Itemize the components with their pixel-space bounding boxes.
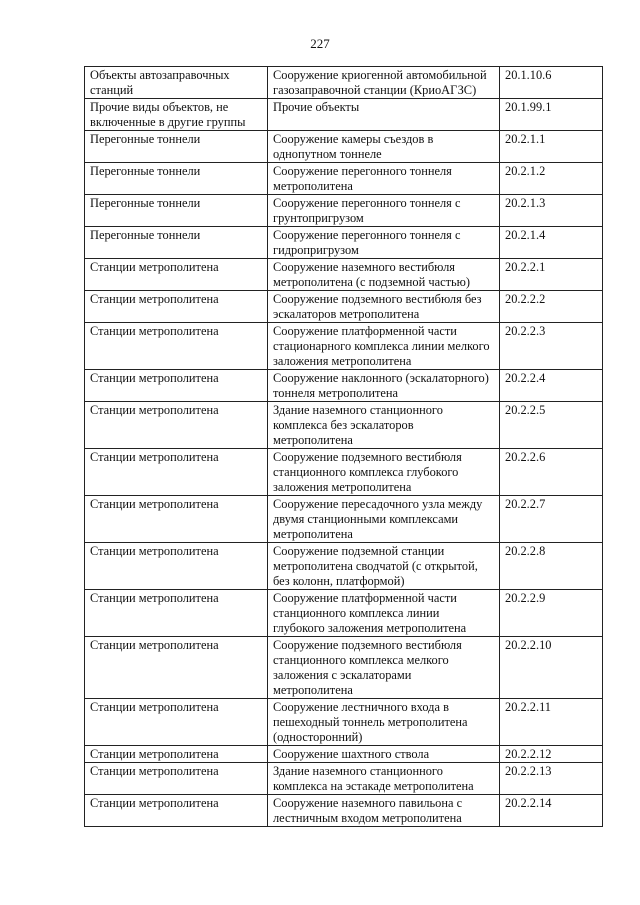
object-name-cell: Сооружение платформенной части стационарного комплекса линии мелкого заложения метрополитена [268,323,500,370]
object-name-cell: Сооружение платформенной части станционного комплекса линии глубокого заложения метрополитена [268,590,500,637]
table-row [85,227,603,259]
object-code-cell: 20.2.2.7 [500,496,603,543]
object-name-cell: Прочие объекты [268,99,500,131]
object-name-cell: Сооружение пересадочного узла между двумя станционными комплексами метрополитена [268,496,500,543]
object-code-cell: 20.2.2.8 [500,543,603,590]
object-code-cell: 20.1.10.6 [500,67,603,99]
object-code-cell: 20.2.2.11 [500,699,603,746]
object-code-cell: 20.1.99.1 [500,99,603,131]
object-code-cell: 20.2.2.13 [500,763,603,795]
table-row [85,402,603,449]
object-type-cell: Станции метрополитена [85,370,268,402]
object-type-cell: Станции метрополитена [85,795,268,827]
object-registry-table [84,66,603,827]
object-name-cell: Здание наземного станционного комплекса без эскалаторов метрополитена [268,402,500,449]
object-code-cell: 20.2.2.4 [500,370,603,402]
table-row [85,543,603,590]
table-row [85,99,603,131]
object-code-cell: 20.2.2.1 [500,259,603,291]
object-type-cell: Станции метрополитена [85,291,268,323]
table-row [85,637,603,699]
table-row [85,795,603,827]
table-row [85,131,603,163]
object-name-cell: Сооружение камеры съездов в однопутном тоннеле [268,131,500,163]
object-code-cell: 20.2.2.6 [500,449,603,496]
object-type-cell: Перегонные тоннели [85,131,268,163]
table-row [85,195,603,227]
object-code-cell: 20.2.1.1 [500,131,603,163]
object-code-cell: 20.2.2.3 [500,323,603,370]
page-number: 227 [310,36,330,51]
object-name-cell: Здание наземного станционного комплекса на эстакаде метрополитена [268,763,500,795]
object-type-cell: Перегонные тоннели [85,227,268,259]
object-type-cell: Станции метрополитена [85,543,268,590]
object-type-cell: Станции метрополитена [85,449,268,496]
table-row [85,291,603,323]
object-code-cell: 20.2.1.4 [500,227,603,259]
object-type-cell: Станции метрополитена [85,637,268,699]
object-name-cell: Сооружение подземного вестибюля станционного комплекса глубокого заложения метрополитена [268,449,500,496]
object-name-cell: Сооружение шахтного ствола [268,746,500,763]
object-type-cell: Станции метрополитена [85,590,268,637]
object-type-cell: Станции метрополитена [85,323,268,370]
object-name-cell: Сооружение перегонного тоннеля метрополитена [268,163,500,195]
object-name-cell: Сооружение подземной станции метрополитена сводчатой (с открытой, без колонн, платформой) [268,543,500,590]
table-row [85,67,603,99]
object-code-cell: 20.2.1.2 [500,163,603,195]
object-name-cell: Сооружение наземного вестибюля метрополитена (с подземной частью) [268,259,500,291]
object-code-cell: 20.2.2.10 [500,637,603,699]
object-type-cell: Станции метрополитена [85,763,268,795]
table-row [85,370,603,402]
table-row [85,323,603,370]
table-row [85,746,603,763]
object-name-cell: Сооружение перегонного тоннеля с грунтопригрузом [268,195,500,227]
object-type-cell: Перегонные тоннели [85,163,268,195]
object-code-cell: 20.2.2.9 [500,590,603,637]
object-code-cell: 20.2.2.2 [500,291,603,323]
object-name-cell: Сооружение подземного вестибюля станционного комплекса мелкого заложения с эскалаторами метрополитена [268,637,500,699]
object-name-cell: Сооружение перегонного тоннеля с гидропригрузом [268,227,500,259]
table-row [85,163,603,195]
table-row [85,699,603,746]
object-name-cell: Сооружение подземного вестибюля без эскалаторов метрополитена [268,291,500,323]
object-name-cell: Сооружение криогенной автомобильной газозаправочной станции (КриоАГЗС) [268,67,500,99]
object-name-cell: Сооружение наклонного (эскалаторного) тоннеля метрополитена [268,370,500,402]
object-type-cell: Станции метрополитена [85,699,268,746]
object-name-cell: Сооружение лестничного входа в пешеходный тоннель метрополитена (односторонний) [268,699,500,746]
table-row [85,763,603,795]
object-code-cell: 20.2.2.5 [500,402,603,449]
registry-table-body [85,67,603,827]
object-type-cell: Станции метрополитена [85,746,268,763]
object-code-cell: 20.2.2.12 [500,746,603,763]
table-row [85,590,603,637]
object-type-cell: Станции метрополитена [85,259,268,291]
table-row [85,449,603,496]
object-name-cell: Сооружение наземного павильона с лестничным входом метрополитена [268,795,500,827]
object-type-cell: Станции метрополитена [85,496,268,543]
object-type-cell: Станции метрополитена [85,402,268,449]
table-row [85,259,603,291]
table-row [85,496,603,543]
object-code-cell: 20.2.1.3 [500,195,603,227]
object-type-cell: Прочие виды объектов, не включенные в другие группы [85,99,268,131]
object-type-cell: Объекты автозаправочных станций [85,67,268,99]
object-type-cell: Перегонные тоннели [85,195,268,227]
object-code-cell: 20.2.2.14 [500,795,603,827]
